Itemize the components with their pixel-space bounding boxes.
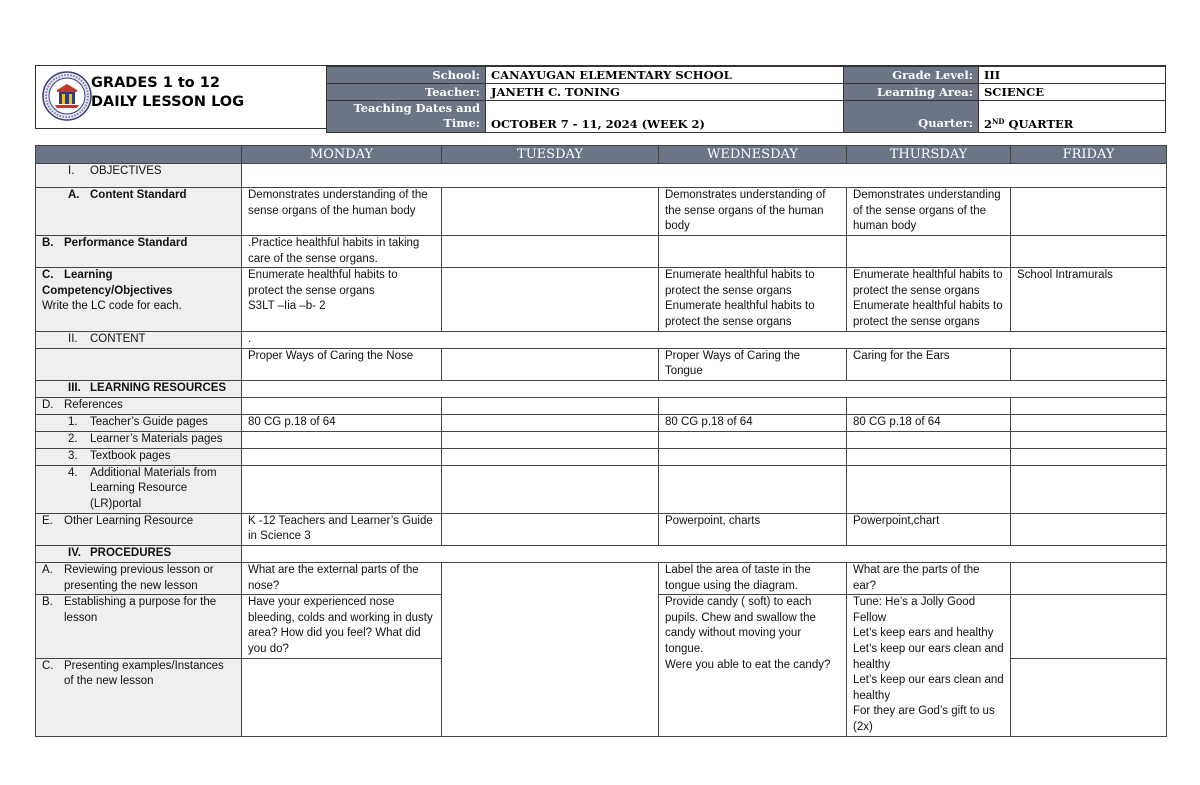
lm-pages-thu xyxy=(847,431,1011,448)
competency-mon-line1: Enumerate healthful habits to protect the sense organs xyxy=(248,269,398,297)
day-friday: FRIDAY xyxy=(1011,146,1167,164)
reviewing-fri xyxy=(1011,562,1167,594)
presenting-fri xyxy=(1011,658,1167,736)
reviewing-wed: Label the area of taste in the tongue using the diagram. xyxy=(659,562,847,594)
tg-pages-num: 1. xyxy=(68,415,78,428)
purpose-fri xyxy=(1011,595,1167,658)
lm-pages-label xyxy=(36,431,242,448)
references-wed xyxy=(659,397,847,414)
content-standard-mon: Demonstrates understanding of the sense organs of the human body xyxy=(242,188,442,236)
content-topic-wed: Proper Ways of Caring the Tongue xyxy=(659,348,847,380)
purpose-text: Establishing a purpose for the lesson xyxy=(64,596,217,624)
tg-pages-text: Teacher’s Guide pages xyxy=(90,415,208,428)
textbook-label xyxy=(36,448,242,465)
content-standard-num: A. xyxy=(68,189,80,201)
dll-header xyxy=(35,65,1166,129)
presenting-text: Presenting examples/Instances of the new lesson xyxy=(64,659,224,688)
competency-subtext: Write the LC code for each. xyxy=(42,300,182,313)
day-wednesday: WEDNESDAY xyxy=(659,146,847,164)
content-topic-mon: Proper Ways of Caring the Nose xyxy=(242,348,442,380)
song-line-5: For they are God’s gift to us (2x) xyxy=(853,705,995,733)
song-line-2: Let’s keep ears and healthy xyxy=(853,627,994,640)
references-mon xyxy=(242,397,442,414)
content-label xyxy=(36,331,242,348)
performance-standard-num: B. xyxy=(42,237,54,249)
additional-thu xyxy=(847,465,1011,513)
learning-area-value: SCIENCE xyxy=(979,84,1166,101)
lm-pages-num: 2. xyxy=(68,432,78,445)
content-standard-tue xyxy=(442,188,659,236)
textbook-mon xyxy=(242,448,442,465)
teaching-dates-label: Teaching Dates and Time: xyxy=(327,101,486,133)
teaching-dates-value: OCTOBER 7 - 11, 2024 (WEEK 2) xyxy=(486,101,844,133)
objectives-text: OBJECTIVES xyxy=(90,165,162,177)
content-topic-thu: Caring for the Ears xyxy=(847,348,1011,380)
purpose-label xyxy=(36,595,242,658)
quarter-text: QUARTER xyxy=(1004,117,1074,131)
competency-wed-line1: Enumerate healthful habits to protect the sense organs xyxy=(665,269,815,297)
tg-pages-tue xyxy=(442,414,659,431)
additional-text: Additional Materials from Learning Resource (LR)portal xyxy=(90,466,217,510)
dll-title xyxy=(91,74,244,112)
procedures-text: PROCEDURES xyxy=(90,546,172,559)
reviewing-thu: What are the parts of the ear? xyxy=(847,562,1011,594)
presenting-mon xyxy=(242,658,442,736)
references-thu xyxy=(847,397,1011,414)
performance-standard-mon: .Practice healthful habits in taking care of the sense organs. xyxy=(242,236,442,268)
tg-pages-fri xyxy=(1011,414,1167,431)
quarter-number: 2 xyxy=(984,117,993,131)
additional-label xyxy=(36,465,242,513)
song-line-1: Tune: He’s a Jolly Good Fellow xyxy=(853,596,976,624)
additional-num: 4. xyxy=(68,466,78,479)
other-resource-row xyxy=(36,513,1167,545)
content-row xyxy=(36,331,1167,348)
objectives-label xyxy=(36,164,242,188)
content-span: . xyxy=(242,331,1167,348)
resources-num: III. xyxy=(68,381,81,394)
textbook-fri xyxy=(1011,448,1167,465)
content-topic-tue xyxy=(442,348,659,380)
competency-wed-line2: Enumerate healthful habits to protect the sense organs xyxy=(665,300,815,328)
references-fri xyxy=(1011,397,1167,414)
objectives-row xyxy=(36,164,1167,188)
competency-thu-line2: Enumerate healthful habits to protect the sense organs xyxy=(853,300,1003,328)
purpose-wed-line1: Provide candy ( soft) to each pupils. Chew and swallow the candy without moving your tongue. xyxy=(665,596,816,655)
content-standard-thu: Demonstrates understanding of the sense organs of the human body xyxy=(847,188,1011,236)
resources-row xyxy=(36,380,1167,397)
content-topics-label xyxy=(36,348,242,380)
purpose-num: B. xyxy=(42,596,53,609)
deped-seal-icon xyxy=(42,71,92,121)
song-line-4: Let’s keep our ears clean and healthy xyxy=(853,674,1004,702)
teacher-value: JANETH C. TONING xyxy=(486,84,844,101)
day-monday: MONDAY xyxy=(242,146,442,164)
content-standard-row xyxy=(36,188,1167,236)
title-line-1: GRADES 1 to 12 xyxy=(91,75,220,91)
logo-cell xyxy=(36,66,327,128)
reviewing-num: A. xyxy=(42,563,53,576)
other-resource-text: Other Learning Resource xyxy=(64,514,194,527)
procedures-row xyxy=(36,545,1167,562)
competency-mon-code: S3LT –Iia –b- 2 xyxy=(248,300,326,313)
additional-mon xyxy=(242,465,442,513)
school-label: School: xyxy=(327,67,486,84)
reviewing-mon: What are the external parts of the nose? xyxy=(242,562,442,594)
competency-thu-line1: Enumerate healthful habits to protect the sense organs xyxy=(853,269,1003,297)
reviewing-label xyxy=(36,562,242,594)
day-tuesday: TUESDAY xyxy=(442,146,659,164)
procedures-span xyxy=(242,545,1167,562)
lesson-log-table xyxy=(35,145,1167,737)
content-standard-wed: Demonstrates understanding of the sense organs of the human body xyxy=(659,188,847,236)
performance-standard-label xyxy=(36,236,242,268)
presenting-label xyxy=(36,658,242,736)
lm-pages-row xyxy=(36,431,1167,448)
tg-pages-wed: 80 CG p.18 of 64 xyxy=(659,414,847,431)
lm-pages-wed xyxy=(659,431,847,448)
additional-wed xyxy=(659,465,847,513)
tg-pages-thu: 80 CG p.18 of 64 xyxy=(847,414,1011,431)
objectives-num: I. xyxy=(68,165,75,177)
content-topic-fri xyxy=(1011,348,1167,380)
additional-row xyxy=(36,465,1167,513)
competency-mon xyxy=(242,268,442,331)
lm-pages-fri xyxy=(1011,431,1167,448)
additional-fri xyxy=(1011,465,1167,513)
resources-label xyxy=(36,380,242,397)
title-line-2: DAILY LESSON LOG xyxy=(91,94,245,110)
competency-tue xyxy=(442,268,659,331)
reviewing-text: Reviewing previous lesson or presenting the new lesson xyxy=(64,563,214,592)
performance-standard-wed xyxy=(659,236,847,268)
performance-standard-text: Performance Standard xyxy=(64,237,188,249)
procedures-num: IV. xyxy=(68,546,82,559)
presenting-num: C. xyxy=(42,659,54,672)
purpose-wed-line2: Were you able to eat the candy? xyxy=(665,658,831,671)
other-resource-thu: Powerpoint,chart xyxy=(847,513,1011,545)
performance-standard-thu xyxy=(847,236,1011,268)
other-resource-mon: K -12 Teachers and Learner’s Guide in Science 3 xyxy=(242,513,442,545)
purpose-mon: Have your experienced nose bleeding, colds and working in dusty area? How did you feel? What did you do? xyxy=(242,595,442,658)
competency-thu xyxy=(847,268,1011,331)
purpose-thu xyxy=(847,595,1011,736)
lm-pages-tue xyxy=(442,431,659,448)
other-resource-num: E. xyxy=(42,514,53,527)
textbook-num: 3. xyxy=(68,449,78,462)
references-tue xyxy=(442,397,659,414)
tg-pages-row xyxy=(36,414,1167,431)
grade-level-value: III xyxy=(979,67,1166,84)
quarter-value xyxy=(979,101,1166,133)
lm-pages-text: Learner’s Materials pages xyxy=(90,432,223,445)
performance-standard-fri xyxy=(1011,236,1167,268)
competency-text: Learning Competency/Objectives xyxy=(42,269,173,297)
corner-cell xyxy=(36,146,242,164)
other-resource-fri xyxy=(1011,513,1167,545)
textbook-tue xyxy=(442,448,659,465)
other-resource-label xyxy=(36,513,242,545)
school-value: CANAYUGAN ELEMENTARY SCHOOL xyxy=(486,67,844,84)
other-resource-tue xyxy=(442,513,659,545)
procedures-label xyxy=(36,545,242,562)
references-row xyxy=(36,397,1167,414)
additional-tue xyxy=(442,465,659,513)
textbook-text: Textbook pages xyxy=(90,449,171,462)
quarter-suffix: ND xyxy=(992,117,1005,126)
performance-standard-tue xyxy=(442,236,659,268)
purpose-wed xyxy=(659,595,847,736)
content-text: CONTENT xyxy=(90,332,146,345)
textbook-wed xyxy=(659,448,847,465)
content-standard-fri xyxy=(1011,188,1167,236)
objectives-span xyxy=(242,164,1167,188)
content-num: II. xyxy=(68,332,78,345)
competency-wed xyxy=(659,268,847,331)
competency-label xyxy=(36,268,242,331)
references-label xyxy=(36,397,242,414)
content-standard-label xyxy=(36,188,242,236)
procedures-tue xyxy=(442,562,659,736)
lm-pages-mon xyxy=(242,431,442,448)
textbook-thu xyxy=(847,448,1011,465)
performance-standard-row xyxy=(36,236,1167,268)
teacher-label: Teacher: xyxy=(327,84,486,101)
song-line-3: Let’s keep our ears clean and healthy xyxy=(853,642,1004,671)
grade-level-label: Grade Level: xyxy=(844,67,979,84)
quarter-label: Quarter: xyxy=(844,101,979,133)
references-num: D. xyxy=(42,398,54,411)
textbook-row xyxy=(36,448,1167,465)
competency-num: C. xyxy=(42,269,54,282)
content-topics-row xyxy=(36,348,1167,380)
reviewing-row xyxy=(36,562,1167,594)
header-info-table xyxy=(326,66,1166,133)
tg-pages-label xyxy=(36,414,242,431)
learning-area-label: Learning Area: xyxy=(844,84,979,101)
competency-row xyxy=(36,268,1167,331)
content-standard-text: Content Standard xyxy=(90,189,187,201)
references-text: References xyxy=(64,398,123,411)
day-header-row xyxy=(36,146,1167,164)
resources-text: LEARNING RESOURCES xyxy=(90,381,227,394)
other-resource-wed: Powerpoint, charts xyxy=(659,513,847,545)
competency-fri: School Intramurals xyxy=(1011,268,1167,331)
tg-pages-mon: 80 CG p.18 of 64 xyxy=(242,414,442,431)
day-thursday: THURSDAY xyxy=(847,146,1011,164)
resources-span xyxy=(242,380,1167,397)
